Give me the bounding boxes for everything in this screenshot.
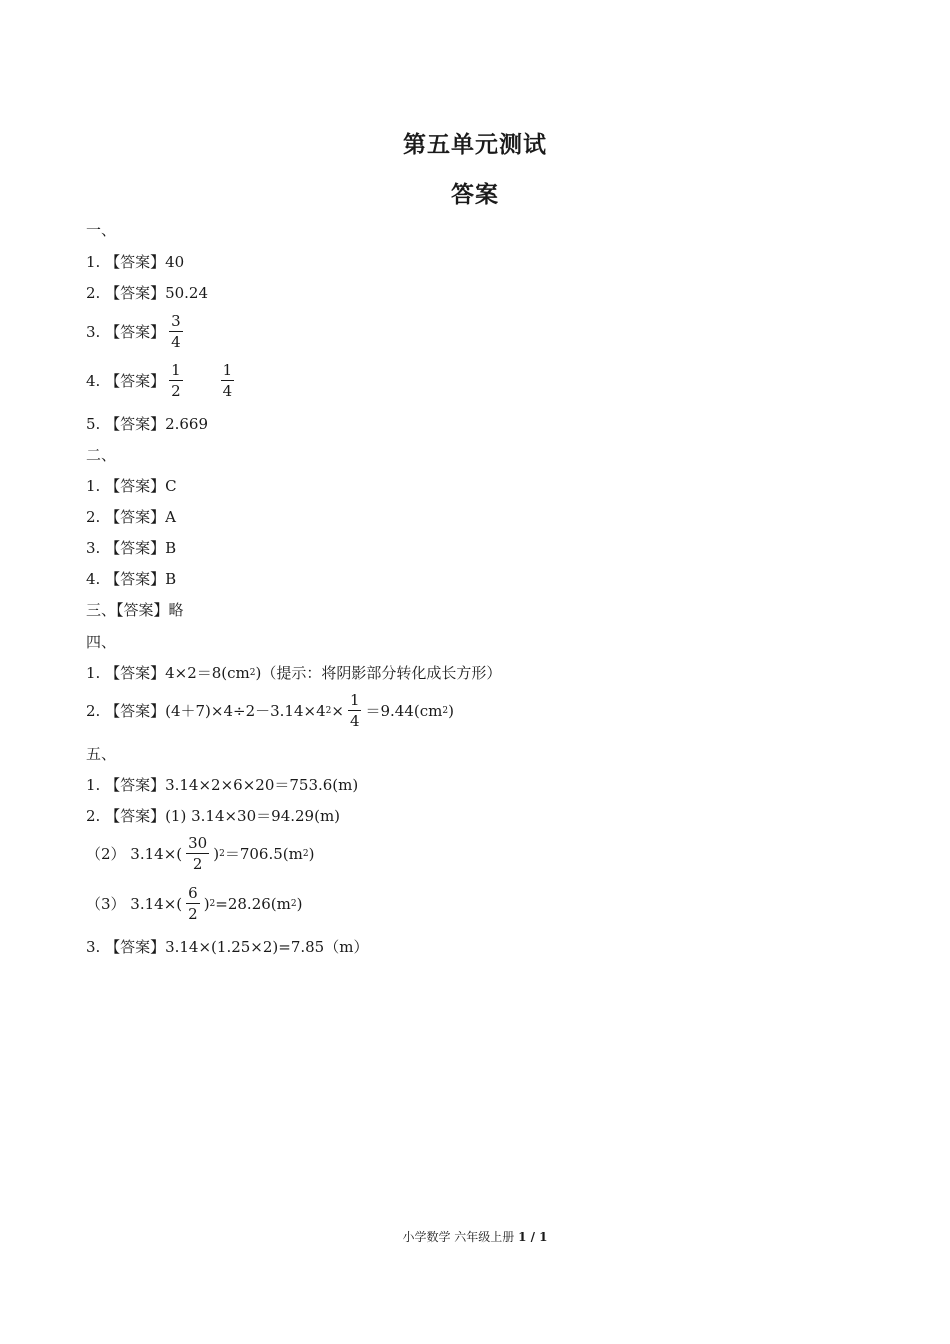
s4-answer-2-expr: (4＋7)×4÷2－3.14×4: [165, 701, 326, 720]
section-2-heading: 二、: [86, 446, 117, 464]
s5-part-2-label: （2） 3.14×(: [86, 844, 183, 863]
s4-answer-1-label: 1. 【答案】: [86, 664, 166, 682]
numerator: 6: [188, 884, 198, 902]
numerator: 1: [222, 361, 233, 379]
s4-answer-2-result: ＝9.44(cm: [365, 701, 443, 720]
fraction: [348, 692, 362, 729]
denominator: 4: [349, 712, 360, 730]
denominator: 2: [171, 382, 181, 400]
s2-answer-3: 3. 【答案】B: [86, 539, 177, 557]
s4-answer-2-label: 2. 【答案】: [86, 701, 166, 720]
fraction: [186, 885, 200, 922]
s1-answer-3-label: 3. 【答案】: [86, 322, 166, 341]
s1-answer-1: 1. 【答案】40: [86, 253, 185, 271]
page-title: 第五单元测试: [403, 132, 547, 158]
s1-answer-4: [86, 362, 238, 399]
numerator: 1: [171, 361, 181, 379]
section-1-heading: 一、: [86, 221, 117, 239]
section-3-answer: 三、【答案】略: [86, 601, 184, 619]
s2-answer-1: 1. 【答案】C: [86, 477, 177, 495]
denominator: 4: [222, 382, 233, 400]
page-number: 1 / 1: [518, 1230, 548, 1244]
s1-answer-3: [86, 313, 187, 350]
fraction: [169, 362, 183, 399]
numerator: 1: [349, 691, 360, 709]
fraction: [186, 835, 209, 872]
s1-answer-5: 5. 【答案】2.669: [86, 415, 209, 433]
s2-answer-4: 4. 【答案】B: [86, 570, 177, 588]
s4-answer-1-expr: 4×2＝8(cm: [165, 664, 250, 682]
footer-text: 小学数学 六年级上册: [402, 1230, 519, 1244]
s5-part-2-tail: ): [308, 844, 315, 863]
s2-answer-2: 2. 【答案】A: [86, 508, 176, 526]
denominator: 4: [171, 333, 181, 351]
s5-answer-2-part-1: 2. 【答案】(1) 3.14×30＝94.29(m): [86, 807, 341, 825]
s5-answer-2-part-3: （3） 3.14×( $\frac{6}{2}$ ) 2 =28.26(m 2 ): [86, 884, 303, 923]
numerator: 3: [171, 312, 181, 330]
s5-part-3-result: =28.26(m: [215, 894, 291, 913]
fraction: [221, 362, 235, 399]
s5-part-3-tail: ): [296, 894, 303, 913]
page-subtitle: 答案: [451, 182, 499, 208]
page-footer: [0, 1228, 950, 1245]
s1-answer-4-label: 4. 【答案】: [86, 371, 166, 390]
denominator: 2: [192, 855, 203, 873]
s5-part-2-result: ＝706.5(m: [224, 844, 303, 863]
fraction: [169, 313, 183, 350]
s4-answer-2: 2. 【答案】 (4＋7)×4÷2－3.14×4 2 × $\frac{1}{4}$ ＝9.44(cm 2 ): [86, 691, 454, 730]
s5-answer-1: 1. 【答案】3.14×2×6×20＝753.6(m): [86, 776, 359, 794]
s4-answer-1: 1. 【答案】 4×2＝8(cm 2 )（提示：将阴影部分转化成长方形）: [86, 664, 502, 682]
s4-answer-1-tail: )（提示：将阴影部分转化成长方形）: [255, 664, 502, 682]
s5-answer-3: 3. 【答案】3.14×(1.25×2)=7.85（m）: [86, 938, 369, 956]
numerator: 30: [188, 834, 208, 852]
s4-answer-2-mul: ×: [331, 701, 344, 720]
s5-answer-2-part-2: （2） 3.14×( $\frac{30}{2}$ ) 2 ＝706.5(m 2 ): [86, 834, 315, 873]
denominator: 2: [188, 905, 198, 923]
s5-part-3-label: （3） 3.14×(: [86, 894, 183, 913]
section-4-heading: 四、: [86, 633, 117, 651]
s1-answer-2: 2. 【答案】50.24: [86, 284, 209, 302]
s4-answer-2-tail: ): [448, 701, 454, 720]
section-5-heading: 五、: [86, 745, 117, 763]
